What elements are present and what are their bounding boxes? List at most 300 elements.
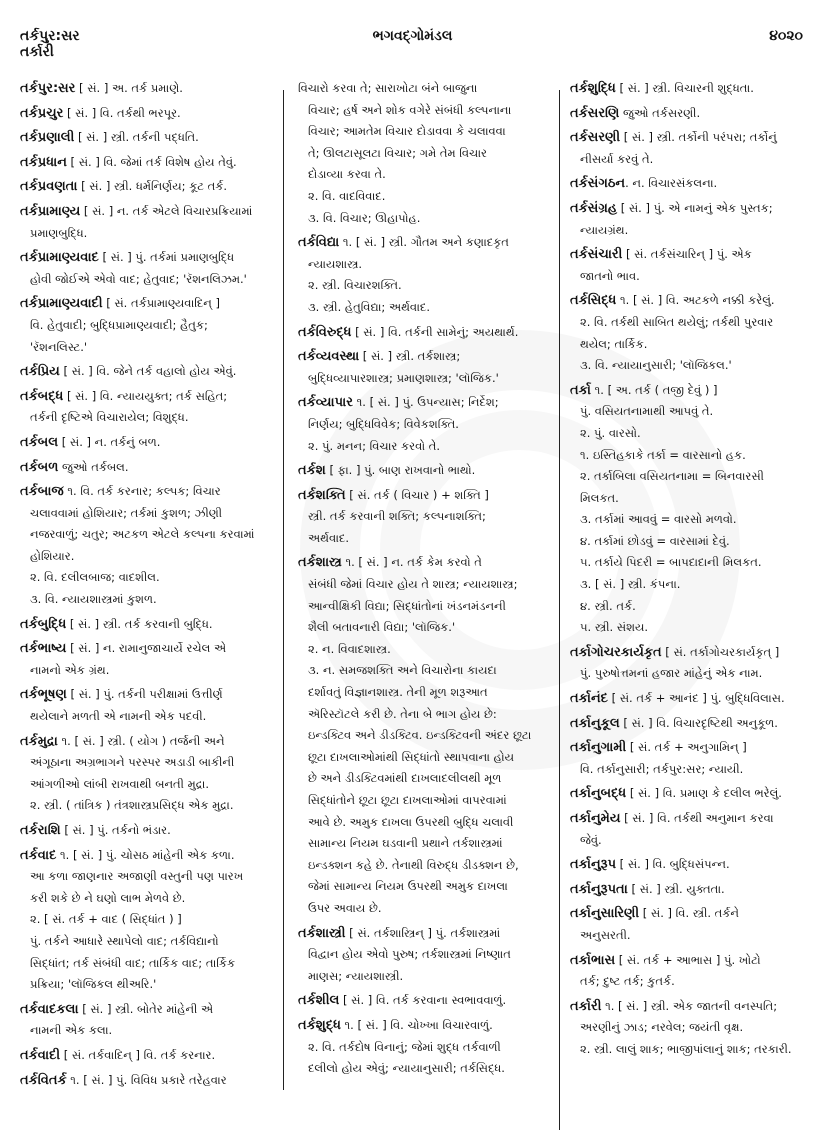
dictionary-entry	[298, 923, 554, 988]
headword: તર્કાનુગામી	[570, 740, 627, 756]
entry-continuation-line	[298, 436, 554, 458]
definition-text: ૧. [ સં. ] સ્ત્રી. એક જાતની વનસ્પતિ;	[601, 998, 778, 1013]
headword: તર્કવાદ	[20, 847, 57, 863]
definition-text: ૩. વિ. વિચાર; ઊહાપોહ.	[308, 210, 421, 225]
definition-text: ૨. વિ. વાદવિવાદ.	[308, 188, 386, 203]
definition-text: ૧. વિ. તર્ક કરનાર; કલ્પક; વિચાર	[63, 484, 221, 499]
page-number: ૪૦૨૦	[769, 28, 803, 44]
entry-first-line	[20, 432, 282, 454]
entry-continuation-line	[298, 790, 554, 812]
entry-first-line	[298, 232, 554, 254]
entry-continuation-line	[298, 747, 554, 769]
entry-continuation-line	[570, 312, 810, 334]
entry-continuation-line	[298, 121, 554, 143]
headword: તર્કાનંદ	[570, 691, 608, 707]
entry-continuation-line	[20, 974, 282, 996]
definition-text: ૨. ન. વિવાદશાસ્ત્ર.	[308, 641, 391, 656]
definition-text: [ સં. ] ન. રામાનુજાચાર્યે રચેલ એ	[66, 641, 227, 656]
definition-text: ૧. [ અ. તર્ક ( તજી દેવું ) ]	[590, 382, 718, 397]
headword: તર્કાનુકૂલ	[570, 715, 620, 731]
definition-text: ૩. સ્ત્રી. હેતુવિદ્યા; અર્થવાદ.	[308, 299, 430, 314]
definition-text: [ સં. ] પું. તર્કની પરીક્ષામાં ઉત્તીર્ણ	[66, 687, 223, 702]
definition-text: ૨. સ્ત્રી. વિચારશક્તિ.	[308, 278, 402, 293]
entry-continuation-line	[20, 706, 282, 728]
entry-continuation-line	[20, 1020, 282, 1042]
dictionary-entry	[20, 638, 282, 681]
entry-continuation-line	[298, 855, 554, 877]
entry-continuation-line	[298, 164, 554, 186]
definition-text: ૩. ન. સમજશક્તિ અને વિચારોના કાયદા	[308, 663, 497, 678]
headword: તર્કશીલ	[298, 993, 340, 1009]
entry-first-line	[570, 996, 810, 1018]
headword: તર્કસંચારી	[570, 247, 623, 263]
definition-text: [ સં. ] પું. તર્કમાં પ્રમાણબુદ્ધિ	[98, 250, 235, 265]
dictionary-entry	[20, 731, 282, 817]
entry-continuation-line	[20, 546, 282, 568]
definition-text: વિચાર; આમતેમ વિચાર દોડાવવા કે ચલાવવા	[308, 124, 506, 139]
entry-continuation-line	[570, 423, 810, 445]
dictionary-entry	[298, 392, 554, 457]
definition-text: જાતનો ભાવ.	[580, 268, 640, 283]
definition-text: [ સં. ] વિ. પ્રમાણ કે દલીલ ભરેલું.	[626, 786, 782, 801]
definition-text: તે; ઊલટાસૂલટા વિચાર; ગમે તેમ વિચાર	[308, 145, 487, 160]
entry-continuation-line	[570, 334, 810, 356]
definition-text: [ સં. ] વિ. તર્કથી ભરપૂર.	[63, 105, 181, 120]
headword: તર્કાભાસ	[570, 952, 616, 968]
entry-first-line	[570, 173, 810, 195]
definition-text: તર્ક; દુષ્ટ તર્ક; કુતર્ક.	[580, 974, 675, 989]
definition-text: ૧. [ સં. ] વિ. ચોખ્ખા વિચારવાળું.	[340, 1017, 493, 1032]
definition-text: [ સં. તર્કાગોચરકાર્યકૃત્ ]	[661, 644, 780, 659]
entry-continuation-line	[20, 589, 282, 611]
definition-text: [ સં. તર્કશાસ્ત્રિન્ ] પું. તર્કશાસ્ત્રમાં	[345, 925, 501, 940]
definition-text: થયેલ; તાર્કિક.	[580, 336, 648, 351]
headword: તર્કસિદ્ધ	[570, 293, 617, 309]
entry-continuation-line	[20, 931, 282, 953]
dictionary-entry	[20, 293, 282, 358]
entry-first-line	[20, 78, 282, 100]
entry-first-line	[570, 127, 810, 149]
definition-text: ન્યાયશાસ્ત્ર.	[308, 256, 363, 271]
definition-text: જુઓ તર્કબલ.	[58, 459, 129, 474]
dictionary-entry	[570, 808, 810, 851]
dictionary-entry	[570, 879, 810, 901]
dictionary-entry	[570, 854, 810, 876]
dictionary-entry	[20, 1045, 282, 1067]
dictionary-entry	[298, 78, 554, 229]
entry-first-line	[570, 244, 810, 266]
definition-text: પું. પુરુષોત્તમનાં હજાર માંહેનું એક નામ.	[580, 666, 763, 681]
entry-continuation-line	[570, 488, 810, 510]
entry-continuation-line	[570, 925, 810, 947]
dictionary-entry	[570, 127, 810, 170]
headword: તર્કભાષ્ય	[20, 641, 67, 657]
entry-continuation-line	[298, 1058, 554, 1080]
entry-continuation-line	[298, 812, 554, 834]
headword: તર્કવાદી	[20, 1047, 61, 1063]
entry-first-line	[20, 614, 282, 636]
entry-first-line	[20, 684, 282, 706]
dictionary-entry	[570, 783, 810, 805]
definition-text: સંબંધી જેમાં વિચાર હોય તે શાસ્ત્ર; ન્યાયશાસ્ત્ર;	[308, 577, 518, 592]
entry-continuation-line	[20, 223, 282, 245]
headword: તર્કપ્રિય	[20, 364, 60, 380]
definition-text: પું. વસિયતનામાથી આપવું તે.	[580, 404, 714, 419]
definition-text: ૨. પું. મનન; વિચાર કરવો તે.	[308, 438, 441, 453]
definition-text: ૧. [ સં. ] પું. ઉપન્યાસ; નિર્દેશ;	[352, 395, 499, 410]
definition-text: વિ. તર્કાનુસારી; તર્કપુર:સર; ન્યાયી.	[580, 761, 744, 776]
definition-text: અંગૂઠાના અગ્રભાગને પરસ્પર અડાડી બાકીની	[30, 755, 235, 770]
entry-continuation-line	[570, 401, 810, 423]
headword: તર્કપુર:સર	[20, 81, 76, 96]
definition-text: સ્ત્રી. તર્ક કરવાની શક્તિ; કલ્પનાશક્તિ;	[308, 509, 486, 524]
entry-first-line	[570, 642, 810, 664]
definition-text: છે અને ડીડક્ટિવમાંથી દાખલાદલીલથી મૂળ	[308, 771, 502, 786]
dictionary-entry	[20, 684, 282, 727]
definition-text: બુદ્ધિવ્યાપારશાસ્ત્ર; પ્રમાણશાસ્ત્ર; 'લૉજિક.'	[308, 370, 499, 385]
definition-text: વિચારો કરવા તે; સારાખોટા બંને બાજુના	[298, 81, 478, 95]
dictionary-entry	[298, 232, 554, 318]
entry-first-line	[20, 103, 282, 125]
definition-text: આવે છે. અમુક દાખલા ઉપરથી બુદ્ધિ ચલાવી	[308, 814, 514, 829]
entry-first-line	[20, 845, 282, 867]
definition-text: [ સં. તર્ક ( વિચાર ) + શક્તિ ]	[345, 487, 489, 502]
definition-text: [ સં. ] પું. તર્કનો ભંડાર.	[60, 823, 171, 837]
definition-text: ૫. તર્કાયે પિદરી = બાપદાદાની મિલકત.	[580, 555, 762, 570]
headword: તર્કસરણિ	[570, 105, 620, 121]
definition-text: 'રૅશનલિસ્ટ.'	[30, 339, 88, 354]
entry-first-line	[298, 78, 554, 100]
entry-first-line	[20, 247, 282, 269]
entry-continuation-line	[20, 953, 282, 975]
entry-continuation-line	[570, 617, 810, 639]
headword: તર્કારી	[570, 998, 602, 1014]
column-middle	[298, 78, 554, 1083]
definition-text: [ સં. ] ન. તર્ક એટલે વિચારપ્રક્રિયામાં	[80, 203, 253, 218]
entry-continuation-line	[298, 208, 554, 230]
entry-continuation-line	[570, 220, 810, 242]
definition-text: મિલકત.	[580, 490, 619, 505]
dictionary-entry	[570, 103, 810, 125]
headword: તર્કપ્રણાલી	[20, 130, 75, 146]
dictionary-entry	[570, 198, 810, 241]
headword: તર્કબુદ્ધિ	[20, 616, 67, 632]
entry-continuation-line	[20, 888, 282, 910]
entry-first-line	[298, 990, 554, 1012]
definition-text: જેવું.	[580, 832, 602, 847]
definition-text: [ સં. ] ન. તર્કનું બળ.	[58, 434, 161, 449]
headword: તર્કપ્રવણતા	[20, 179, 78, 195]
headword: તર્કભૂષણ	[20, 687, 67, 703]
definition-text: ૨. વિ. તર્કથી સાબિત થયેલું; તર્કથી પુરવાર	[580, 314, 774, 329]
definition-text: આંગળીઓ લાંબી રાખવાથી બનતી મુદ્રા.	[30, 776, 209, 791]
definition-text: ૧. [ સં. ] સ્ત્રી. ગૌતમ અને કણાદકૃત	[339, 235, 509, 250]
entry-continuation-line	[298, 639, 554, 661]
column-right	[570, 78, 810, 1064]
definition-text: [ સં. તર્કપ્રામાણ્યવાદિન્ ]	[102, 296, 221, 311]
entry-continuation-line	[298, 898, 554, 920]
definition-text: શૈલી બતાવનારી વિદ્યા; 'લૉજિક.'	[308, 620, 456, 635]
headword: તર્કપ્રામાણ્યવાદ	[20, 250, 99, 266]
dictionary-entry	[570, 950, 810, 993]
dictionary-entry	[570, 380, 810, 639]
headword: તર્કસંગ્રહ	[570, 200, 618, 216]
definition-text: દોડાવ્યા કરવા તે.	[308, 167, 386, 182]
dictionary-entry	[20, 432, 282, 454]
entry-continuation-line	[298, 833, 554, 855]
headword: તર્કા	[570, 382, 591, 398]
definition-text: [ સં. ] સ્ત્રી. યુક્તતા.	[627, 881, 725, 896]
entry-continuation-line	[20, 407, 282, 429]
headword: તર્કબલ	[20, 434, 59, 450]
headword: તર્કપ્રામાણ્યવાદી	[20, 296, 103, 312]
entry-continuation-line	[298, 1037, 554, 1059]
definition-text: ઍરિસ્ટૉટલે કરી છે. તેના બે ભાગ હોય છે:	[308, 706, 497, 721]
headword: તર્કમુદ્રા	[20, 733, 58, 749]
definition-text: સિદ્ધાંત; તર્ક સંબંધી વાદ; તાર્કિક વાદ; તાર્કિક	[30, 955, 236, 970]
entry-continuation-line	[20, 503, 282, 525]
entry-continuation-line	[570, 596, 810, 618]
definition-text: [ સં. તર્ક + આનંદ ] પું. બુદ્ધિવિલાસ.	[607, 691, 785, 706]
dictionary-entry	[570, 903, 810, 946]
column-divider-2	[559, 90, 560, 1130]
definition-text: ઇન્ડક્ટિવ અને ડીડક્ટિવ. ઇન્ડક્ટિવની અંદર છૂટા	[308, 728, 532, 743]
headword: તર્કવિરુદ્ધ	[298, 324, 352, 340]
dictionary-entry	[570, 244, 810, 287]
definition-text: નજરવાળું; ચતુર; અટકળ એટલે કલ્પના કરવામાં	[30, 527, 255, 542]
definition-text: આ કળા જાણનાર અજાણી વસ્તુની પણ પારખ	[30, 869, 244, 884]
definition-text: પું. તર્કને આધારે સ્થાપેલો વાદ; તર્કવિદ્યાનો	[30, 933, 219, 948]
entry-continuation-line	[298, 768, 554, 790]
definition-text: તર્કની દૃષ્ટિએ વિચારાયેલ; વિશુદ્ધ.	[30, 410, 189, 425]
column-divider-1	[283, 90, 284, 1090]
entry-first-line	[570, 903, 810, 925]
dictionary-entry	[20, 361, 282, 383]
entry-continuation-line	[570, 830, 810, 852]
headword: તર્કબળ	[20, 459, 59, 475]
definition-text: છૂટા દાખલાઓમાંથી સિદ્ધાંતો સ્થાપવાના હોય	[308, 749, 515, 764]
headword: તર્કાનુસારિણી	[570, 906, 640, 922]
entry-first-line	[20, 638, 282, 660]
definition-text: [ સં. તર્કવાદિન્ ] વિ. તર્ક કરનાર.	[60, 1047, 216, 1062]
entry-continuation-line	[20, 866, 282, 888]
headword: તર્કરાશિ	[20, 823, 61, 838]
headword: તર્કવાદકલા	[20, 1001, 79, 1017]
entry-first-line	[20, 999, 282, 1021]
entry-continuation-line	[298, 617, 554, 639]
entry-continuation-line	[298, 682, 554, 704]
entry-first-line	[570, 737, 810, 759]
definition-text: વિદ્વાન હોય એવો પુરુષ; તર્કશાસ્ત્રમાં નિષ્ણાત	[308, 947, 511, 962]
entry-first-line	[570, 854, 810, 876]
entry-continuation-line	[20, 774, 282, 796]
definition-text: [ સં. ] સ્ત્રી. ધર્મનિર્ણય; કૂટ તર્ક.	[77, 179, 228, 194]
entry-first-line	[20, 361, 282, 383]
definition-text: [ સં. ] વિ. જેને તર્ક વહાલો હોય એવું.	[59, 364, 237, 379]
definition-text: ૩. [ સં. ] સ્ત્રી. કંપના.	[580, 577, 681, 592]
dictionary-entry	[298, 990, 554, 1012]
dictionary-entry	[570, 173, 810, 195]
headword: તર્કશ	[298, 463, 326, 479]
definition-text: [ સં. ] સ્ત્રી. તર્કોની પરંપરા; તર્કોનું	[620, 130, 777, 145]
dictionary-entry	[298, 322, 554, 344]
headword: તર્કવિતર્ક	[20, 1072, 67, 1088]
entry-first-line	[20, 201, 282, 223]
headword: તર્કપ્રચુર	[20, 105, 64, 121]
headword: તર્કાગોચરકાર્યકૃત	[570, 644, 662, 660]
entry-continuation-line	[20, 909, 282, 931]
definition-text: અનુસરતી.	[580, 927, 631, 942]
entry-continuation-line	[298, 414, 554, 436]
definition-text: નિર્ણય; બુદ્ધિવિવેક; વિવેકશક્તિ.	[308, 416, 459, 431]
entry-first-line	[570, 950, 810, 972]
definition-text: [ સં. ] વિ. ન્યાયયુક્ત; તર્ક સહિત;	[63, 388, 228, 403]
dictionary-entry	[20, 201, 282, 244]
definition-text: [ સં. તર્કસંચારિન્ ] પું. એક	[622, 247, 752, 262]
entry-continuation-line	[570, 509, 810, 531]
definition-text: [ સં. ] વિ. સ્ત્રી. તર્કને	[639, 906, 739, 921]
entry-continuation-line	[570, 266, 810, 288]
definition-text: [ સં. ] સ્ત્રી. વિચારની શુદ્ધતા.	[615, 81, 754, 95]
definition-text: [ સં. ] અ. તર્ક પ્રમાણે.	[75, 81, 183, 95]
dictionary-entry	[20, 152, 282, 174]
entry-first-line	[298, 322, 554, 344]
entry-first-line	[20, 127, 282, 149]
definition-text: દલીલો હોય એવું; ન્યાયાનુસારી; તર્કસિદ્ધ.	[308, 1061, 505, 1076]
definition-text: ૪. તર્કામાં છોડવું = વારસામાં દેવું.	[580, 533, 730, 548]
entry-first-line	[570, 808, 810, 830]
entry-first-line	[570, 290, 810, 312]
definition-text: નામની એક કલા.	[30, 1023, 113, 1038]
headword: તર્કાનુરૂપ	[570, 857, 617, 873]
entry-continuation-line	[298, 143, 554, 165]
entry-continuation-line	[298, 876, 554, 898]
headword: તર્કશાસ્ત્રી	[298, 925, 346, 941]
definition-text: ન્યાયગ્રંથ.	[580, 222, 629, 237]
dictionary-entry	[570, 290, 810, 376]
definition-text: માણસ; ન્યાયશાસ્ત્રી.	[308, 968, 404, 983]
definition-text: ૨. સ્ત્રી. ( તાંત્રિક ) તંત્રશાસ્ત્રપ્રસિદ્ધ એક મુદ્રા.	[30, 798, 234, 813]
entry-continuation-line	[20, 752, 282, 774]
entry-continuation-line	[298, 528, 554, 550]
dictionary-entry	[298, 346, 554, 389]
definition-text: [ સં. ] સ્ત્રી. તર્કશાસ્ત્ર;	[359, 349, 461, 364]
definition-text: નીસર્યા કરવું તે.	[580, 151, 654, 166]
entry-continuation-line	[570, 1039, 810, 1061]
definition-text: [ સં. ] પું. એ નામનું એક પુસ્તક;	[617, 200, 773, 215]
entry-continuation-line	[570, 445, 810, 467]
headword: તર્કાનુમેય	[570, 811, 621, 826]
entry-first-line	[298, 392, 554, 414]
entry-continuation-line	[298, 944, 554, 966]
definition-text: ૨. પું. વારસો.	[580, 425, 641, 440]
headword: તર્કશાસ્ત્ર	[298, 555, 342, 571]
entry-first-line	[298, 460, 554, 482]
entry-first-line	[20, 820, 282, 842]
definition-text: વિચાર; હર્ષ અને શોક વગેરે સંબંધી કલ્પનાના	[308, 102, 512, 117]
entry-continuation-line	[20, 337, 282, 359]
dictionary-entry	[570, 642, 810, 685]
definition-text: ૧. [ સં. ] સ્ત્રી. ( યોગ ) તર્જની અને	[57, 733, 225, 748]
dictionary-entry	[570, 78, 810, 100]
entry-continuation-line	[298, 660, 554, 682]
guide-word-first: તર્કપુર:સર	[20, 28, 80, 44]
page-header	[0, 28, 825, 68]
dictionary-entry	[20, 481, 282, 611]
definition-text: અર્થવાદ.	[308, 530, 350, 545]
dictionary-entry	[20, 999, 282, 1042]
headword: તર્કબાજ	[20, 484, 64, 500]
definition-text: જેમાં સામાન્ય નિયમ ઉપરથી અમુક દાખલા	[308, 879, 508, 894]
definition-text: [ સં. ] સ્ત્રી. તર્ક કરવાની બુદ્ધિ.	[66, 616, 213, 631]
definition-text: ૨. વિ. તર્કદોષ વિનાનું; જેમાં શુદ્ધ તર્કવાળી	[308, 1039, 501, 1054]
definition-text: પ્રક્રિયા; 'લૉજિકલ થીઅરિ.'	[30, 977, 157, 992]
dictionary-entry	[570, 688, 810, 710]
entry-first-line	[20, 293, 282, 315]
entry-first-line	[298, 1015, 554, 1037]
definition-text: ૫. સ્ત્રી. સંશય.	[580, 620, 649, 635]
definition-text: [ સં. તર્ક + અનુગામિન્ ]	[626, 740, 747, 755]
definition-text: ૨. સ્ત્રી. લાલું શાક; ભાજીપાંલાનું શાક; તરકારી.	[580, 1041, 792, 1056]
dictionary-entry	[20, 176, 282, 198]
entry-first-line	[298, 923, 554, 945]
entry-first-line	[570, 103, 810, 125]
entry-first-line	[570, 879, 810, 901]
dictionary-entry	[298, 552, 554, 919]
dictionary-entry	[20, 103, 282, 125]
definition-text: [ સં. ] વિ. બુદ્ધિસંપન્ન.	[616, 857, 730, 872]
definition-text: સામાન્ય નિયમ ઘડવાની પ્રથાને તર્કશાસ્ત્રમાં	[308, 836, 503, 851]
definition-text: [ સં. ] વિ. તર્કથી અનુમાન કરવા	[620, 811, 774, 825]
dictionary-entry	[20, 820, 282, 842]
definition-text: હોવી જોઈએ એવો વાદ; હેતુવાદ; 'રૅશનલિઝમ.'	[30, 271, 247, 286]
entry-first-line	[20, 457, 282, 479]
definition-text: ૧. [ સં. ] ન. તર્ક કેમ કરવો તે	[341, 555, 482, 570]
dictionary-entry	[20, 457, 282, 479]
headword: તર્કશક્તિ	[298, 487, 346, 503]
definition-text: [ સં. તર્ક + આભાસ ] પું. ખોટો	[615, 952, 761, 967]
entry-continuation-line	[570, 466, 810, 488]
definition-text: ચલાવવામાં હોશિયાર; તર્કમાં કુશળ; ઝીણી	[30, 505, 223, 520]
definition-text: ૧. [ સં. ] પું. ચોસઠ માંહેની એક કળા.	[56, 847, 235, 862]
entry-continuation-line	[570, 149, 810, 171]
dictionary-entry	[20, 1070, 282, 1092]
definition-text: ઇન્ડક્શન કહે છે. તેનાથી વિરુદ્ધ ડીડક્શન છે,	[308, 857, 519, 872]
entry-continuation-line	[298, 574, 554, 596]
definition-text: [ સં. ] સ્ત્રી. તર્કની પદ્ધતિ.	[74, 130, 199, 145]
entry-continuation-line	[298, 186, 554, 208]
dictionary-entry	[20, 386, 282, 429]
entry-first-line	[20, 1070, 282, 1092]
entry-continuation-line	[570, 971, 810, 993]
entry-first-line	[20, 731, 282, 753]
definition-text: [ સં. ] વિ. તર્ક કરવાના સ્વભાવવાળું.	[339, 993, 507, 1008]
definition-text: [ સં. ] વિ. તર્કની સામેનું; અયથાર્થ.	[351, 324, 519, 339]
entry-continuation-line	[20, 660, 282, 682]
entry-continuation-line	[570, 531, 810, 553]
entry-continuation-line	[20, 524, 282, 546]
definition-text: ૧. ઇસ્તિહકાકે તર્કા = વારસાનો હક.	[580, 447, 746, 462]
book-title: ભગવદ્ગોમંડલ	[372, 28, 453, 44]
definition-text: ૩. વિ. ન્યાયશાસ્ત્રમાં કુશળ.	[30, 592, 157, 607]
entry-first-line	[570, 783, 810, 805]
entry-first-line	[20, 481, 282, 503]
entry-continuation-line	[298, 704, 554, 726]
dictionary-entry	[20, 614, 282, 636]
entry-continuation-line	[570, 355, 810, 377]
entry-continuation-line	[20, 269, 282, 291]
definition-text: ઉપર અવાય છે.	[308, 900, 382, 915]
